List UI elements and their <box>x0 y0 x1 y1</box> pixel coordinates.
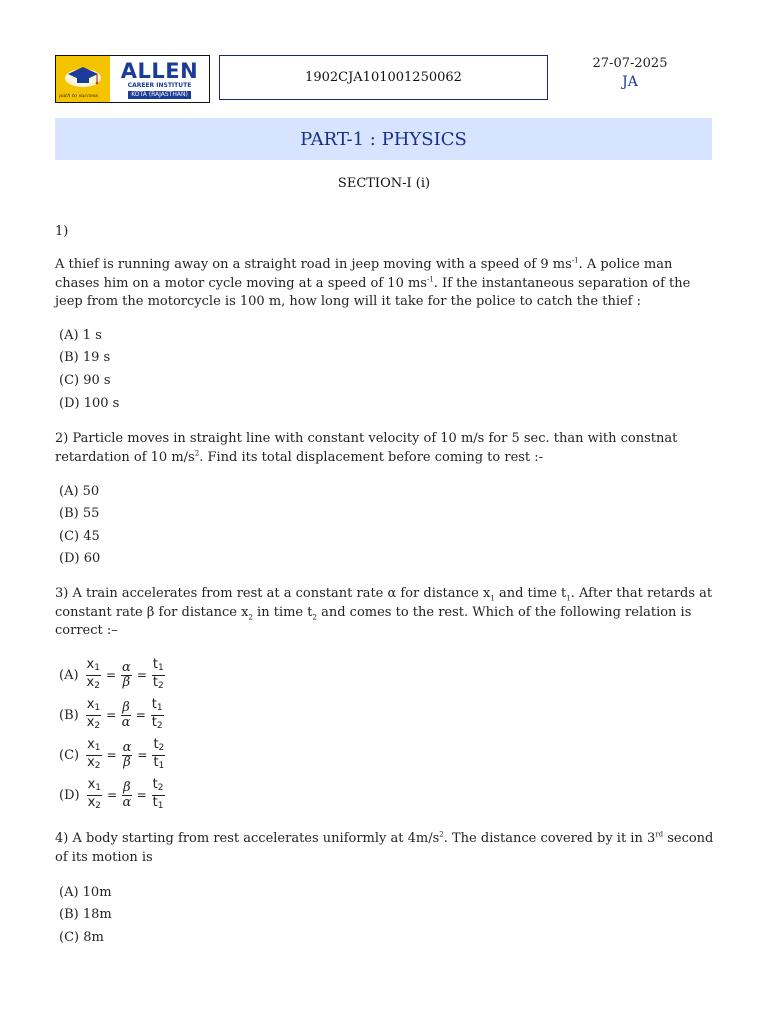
fraction: $\frac{t2}{t1}$ <box>152 776 164 811</box>
q4-option-c: (C) 8m <box>59 930 104 945</box>
logo-emblem <box>56 56 110 102</box>
q4-text: 4) A body starting from rest accelerates uniformly at $4m/s^2$. The distance covered by it in 3rd second of its motion is <box>55 830 714 865</box>
q3-option-c: (C) $\frac{x1}{x2}$ = $\frac{\alpha}{\beta}$ = $\frac{t2}{t1}$ <box>59 736 165 771</box>
section-title: SECTION-I (i) <box>337 176 431 191</box>
paper-code: 1902CJA101001250062 <box>219 55 548 100</box>
q4-option-a: (A) 10m <box>59 885 112 900</box>
q1-option-d: (D) 100 s <box>59 396 120 411</box>
fraction: $\frac{\beta}{\alpha}$ <box>121 699 131 730</box>
q3-text: 3) A train accelerates from rest at a constant rate α for distance $x_1$ and time $t_1$. After that retards at constant rate β for distance $x_2$ in time $t_2$ and comes to the rest. Which of the following relation is correct :– <box>55 586 713 638</box>
q1-number: 1) <box>55 224 69 239</box>
q4-option-b: (B) 18m <box>59 907 112 922</box>
q3-option-d: (D) $\frac{x1}{x2}$ = $\frac{\beta}{\alpha}$ = $\frac{t2}{t1}$ <box>59 776 164 811</box>
stream-label: JA <box>622 74 638 90</box>
logo-location: KOTA (RAJASTHAN) <box>128 91 191 99</box>
q1-option-b: (B) 19 s <box>59 350 111 365</box>
fraction: $\frac{x1}{x2}$ <box>86 696 101 731</box>
q3-option-b: (B) $\frac{x1}{x2}$ = $\frac{\beta}{\alpha}$ = $\frac{t1}{t2}$ <box>59 696 163 731</box>
q2-option-c: (C) 45 <box>59 529 100 544</box>
allen-logo <box>55 55 210 103</box>
logo-brand: ALLEN <box>120 58 199 83</box>
q3-option-a: (A) $\frac{x1}{x2}$ = $\frac{\alpha}{\beta}$ = $\frac{t1}{t2}$ <box>59 656 164 691</box>
q2-text: 2) Particle moves in straight line with constant velocity of 10 m/s for 5 sec. than with constnat retardation of 10 $m/s^2$. Find its total displacement before coming to rest :- <box>55 431 678 465</box>
q2-option-a: (A) 50 <box>59 484 100 499</box>
fraction: $\frac{\beta}{\alpha}$ <box>122 779 132 810</box>
fraction: $\frac{x1}{x2}$ <box>87 776 102 811</box>
exam-date: 27-07-2025 <box>592 56 668 71</box>
q2-option-d: (D) 60 <box>59 551 101 566</box>
q1-option-a: (A) 1 s <box>59 328 102 343</box>
fraction: $\frac{\alpha}{\beta}$ <box>122 659 131 690</box>
part-title: PART-1 : PHYSICS <box>55 118 712 160</box>
fraction: $\frac{\alpha}{\beta}$ <box>122 739 132 770</box>
q1-text: A thief is running away on a straight road in jeep moving with a speed of 9 $ms^{-1}$. A police man chases him on a motor cycle moving at a speed of 10 $ms^{-1}$. If the instantaneous separation of the jeep from the motorcycle is 100 m, how long will it take for the police to catch the thief : <box>55 256 691 309</box>
fraction: $\frac{t2}{t1}$ <box>153 736 165 771</box>
q1-option-c: (C) 90 s <box>59 373 111 388</box>
fraction: $\frac{t1}{t2}$ <box>152 656 164 691</box>
logo-tagline: path to success <box>59 93 99 99</box>
fraction: $\frac{t1}{t2}$ <box>151 696 163 731</box>
fraction: $\frac{x1}{x2}$ <box>86 656 100 691</box>
logo-institute: CAREER INSTITUTE <box>127 81 192 89</box>
q2-option-b: (B) 55 <box>59 506 100 521</box>
fraction: $\frac{x1}{x2}$ <box>87 736 101 771</box>
